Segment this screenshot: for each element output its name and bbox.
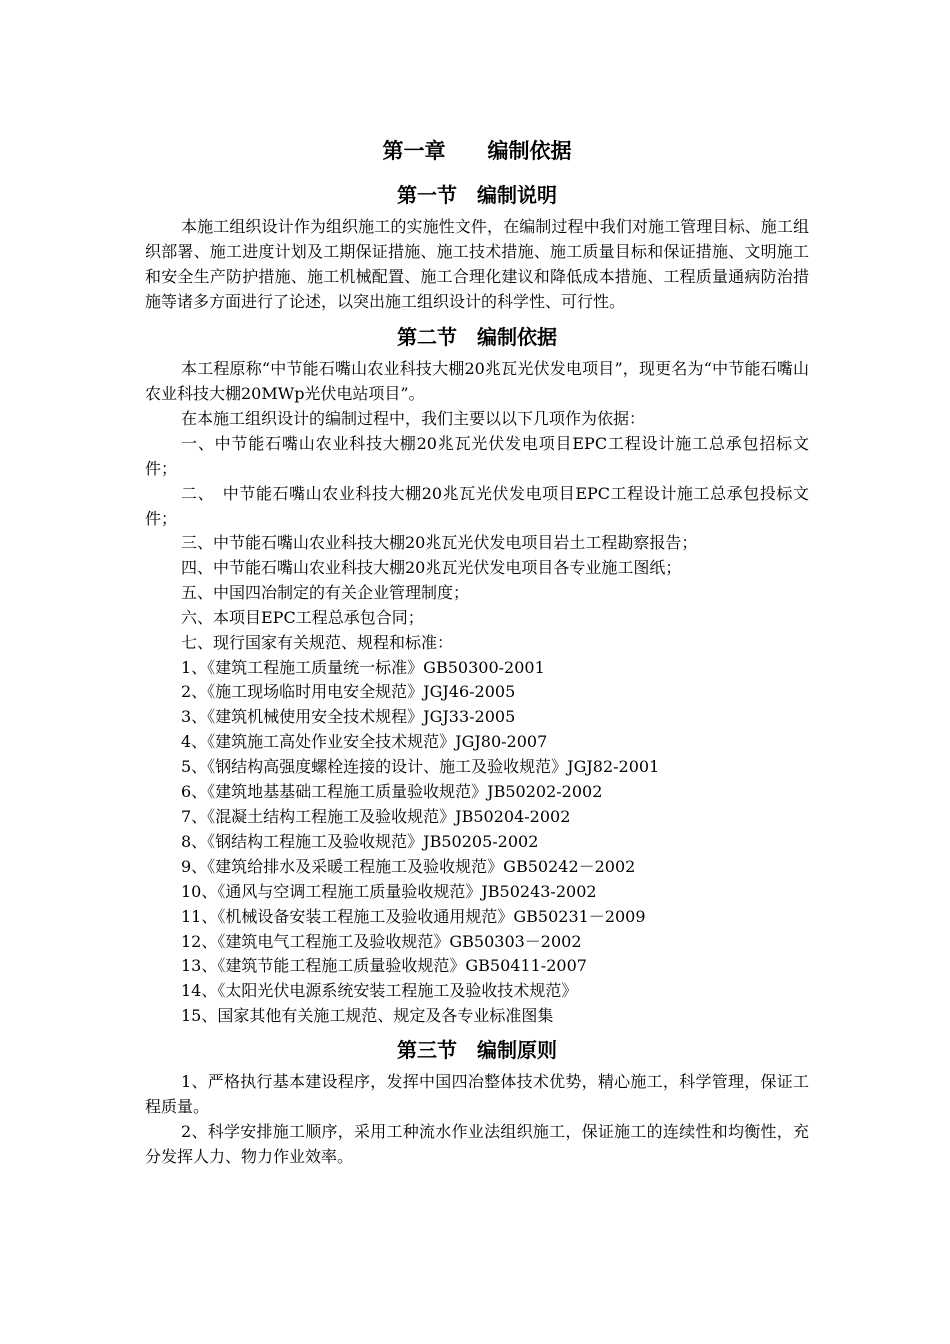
standard-item: 3、《建筑机械使用安全技术规程》JGJ33-2005 [181, 707, 516, 727]
document-body [145, 132, 809, 1169]
standard-item: 5、《钢结构高强度螺栓连接的设计、施工及验收规范》JGJ82-2001 [181, 757, 660, 777]
standard-item: 4、《建筑施工高处作业安全技术规范》JGJ80-2007 [181, 732, 548, 752]
section-title-2: 第二节 编制依据 [397, 325, 557, 349]
standard-item: 14、《太阳光伏电源系统安装工程施工及验收技术规范》 [181, 981, 578, 1001]
standard-item: 9、《建筑给排水及采暖工程施工及验收规范》GB50242－2002 [181, 856, 636, 876]
basis-item-1: 一、中节能石嘴山农业科技大棚20兆瓦光伏发电项目EPC工程设计施工总承包招标文件； [145, 434, 809, 478]
principle-item-2: 2、科学安排施工顺序，采用工种流水作业法组织施工，保证施工的连续性和均衡性，充分发挥人力、物力作业效率。 [145, 1122, 809, 1167]
basis-item-2: 二、 中节能石嘴山农业科技大棚20兆瓦光伏发电项目EPC工程设计施工总承包投标文件； [145, 484, 809, 528]
standard-item: 13、《建筑节能工程施工质量验收规范》GB50411-2007 [181, 956, 587, 976]
standard-item: 1、《建筑工程施工质量统一标准》GB50300-2001 [181, 657, 545, 677]
principle-item-1: 1、严格执行基本建设程序，发挥中国四冶整体技术优势，精心施工，科学管理，保证工程质量。 [145, 1072, 809, 1117]
standard-item: 10、《通风与空调工程施工质量验收规范》JB50243-2002 [181, 881, 597, 901]
standard-item: 2、《施工现场临时用电安全规范》JGJ46-2005 [181, 682, 516, 702]
basis-line-6: 六、本项目EPC工程总承包合同； [181, 607, 424, 627]
basis-intro: 在本施工组织设计的编制过程中，我们主要以以下几项作为依据： [181, 409, 646, 428]
basis-line-4: 四、中节能石嘴山农业科技大棚20兆瓦光伏发电项目各专业施工图纸； [181, 557, 682, 577]
section-title-1: 第一节 编制说明 [397, 183, 557, 207]
basis-line-3: 三、中节能石嘴山农业科技大棚20兆瓦光伏发电项目岩土工程勘察报告； [181, 533, 698, 552]
standard-item: 15、国家其他有关施工规范、规定及各专业标准图集 [181, 1006, 554, 1026]
basis-line-5: 五、中国四冶制定的有关企业管理制度； [181, 582, 470, 602]
standard-item: 12、《建筑电气工程施工及验收规范》GB50303－2002 [181, 931, 582, 951]
chapter-title: 第一章 编制依据 [382, 138, 572, 163]
section-title-3: 第三节 编制原则 [397, 1038, 557, 1063]
standard-item: 6、《建筑地基基础工程施工质量验收规范》JB50202-2002 [181, 782, 603, 802]
standard-item: 8、《钢结构工程施工及验收规范》JB50205-2002 [181, 831, 539, 851]
standard-item: 7、《混凝土结构工程施工及验收规范》JB50204-2002 [181, 806, 571, 826]
section1-paragraph: 本施工组织设计作为组织施工的实施性文件，在编制过程中我们对施工管理目标、施工组织部署、施工进度计划及工期保证措施、施工技术措施、施工质量目标和保证措施、文明施工和安全生产防护措施、施工机械配置、施工合理化建议和降低成本措施、工程质量通病防治措施等诸多方面进行了论述，以突出施工组织设计的科学性、可行性。 [145, 217, 809, 311]
basis-line-7: 七、现行国家有关规范、规程和标准： [181, 632, 454, 652]
standard-item: 11、《机械设备安装工程施工及验收通用规范》GB50231－2009 [181, 906, 646, 926]
section2-intro: 本工程原称“中节能石嘴山农业科技大棚20兆瓦光伏发电项目”，现更名为“中节能石嘴山农业科技大棚20MWp光伏电站项目”。 [145, 359, 809, 403]
